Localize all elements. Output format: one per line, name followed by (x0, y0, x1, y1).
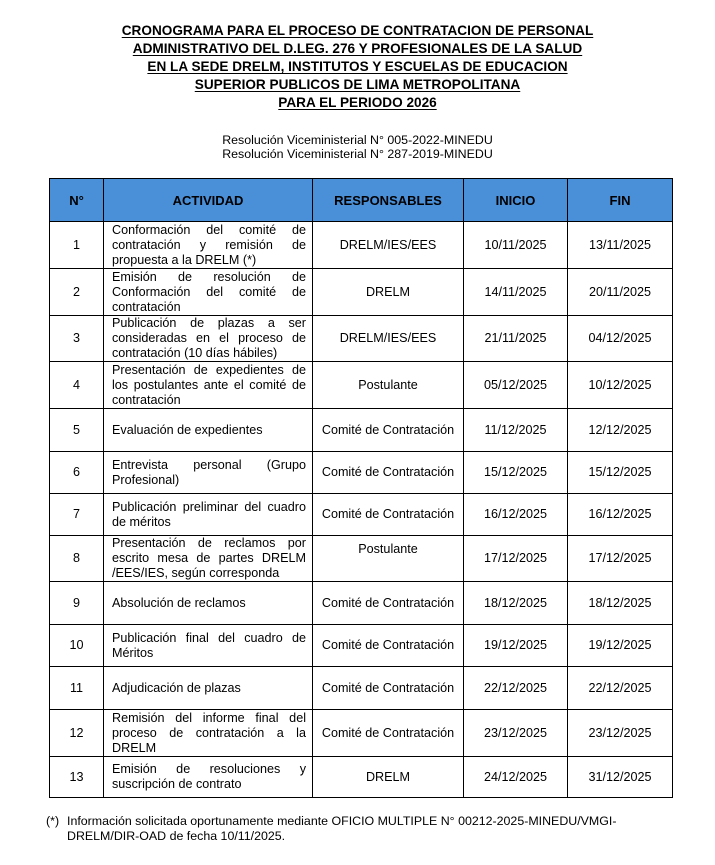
cell-responsables: Comité de Contratación (313, 710, 464, 757)
cell-n: 5 (50, 409, 104, 452)
table-row (50, 409, 673, 452)
table-row (50, 536, 673, 582)
title-line: EN LA SEDE DRELM, INSTITUTOS Y ESCUELAS DE EDUCACION (147, 59, 568, 74)
cell-actividad: Adjudicación de plazas (104, 667, 313, 710)
cell-n: 6 (50, 452, 104, 494)
cell-inicio: 05/12/2025 (464, 362, 568, 409)
header-actividad: ACTIVIDAD (104, 179, 313, 222)
cell-n: 8 (50, 536, 104, 582)
cell-actividad: Emisión de resolución de Conformación del comité de contratación (104, 269, 313, 316)
cell-actividad: Remisión del informe final del proceso de contratación a la DRELM (104, 710, 313, 757)
cell-inicio: 10/11/2025 (464, 222, 568, 269)
cell-n: 9 (50, 582, 104, 625)
cell-responsables: Comité de Contratación (313, 452, 464, 494)
table-row (50, 316, 673, 362)
title-line: CRONOGRAMA PARA EL PROCESO DE CONTRATACION DE PERSONAL (121, 23, 594, 38)
title-line: SUPERIOR PUBLICOS DE LIMA METROPOLITANA (194, 77, 521, 92)
cell-n: 3 (50, 316, 104, 362)
cell-inicio: 15/12/2025 (464, 452, 568, 494)
cell-inicio: 19/12/2025 (464, 625, 568, 667)
cell-actividad: Absolución de reclamos (104, 582, 313, 625)
table-row (50, 452, 673, 494)
cell-inicio: 18/12/2025 (464, 582, 568, 625)
cell-inicio: 17/12/2025 (464, 536, 568, 582)
cell-actividad: Publicación preliminar del cuadro de méritos (104, 494, 313, 536)
cell-n: 12 (50, 710, 104, 757)
cell-n: 1 (50, 222, 104, 269)
header-inicio: INICIO (464, 179, 568, 222)
cell-actividad: Entrevista personal (Grupo Profesional) (104, 452, 313, 494)
cell-fin: 04/12/2025 (568, 316, 673, 362)
cell-fin: 23/12/2025 (568, 710, 673, 757)
footnote-line: DRELM/DIR-OAD de fecha 10/11/2025. (67, 829, 286, 843)
cell-n: 10 (50, 625, 104, 667)
cell-n: 11 (50, 667, 104, 710)
cell-inicio: 21/11/2025 (464, 316, 568, 362)
header-fin: FIN (568, 179, 673, 222)
header-n: N° (50, 179, 104, 222)
cell-inicio: 16/12/2025 (464, 494, 568, 536)
footnote-mark: (*) (46, 814, 60, 828)
cell-fin: 12/12/2025 (568, 409, 673, 452)
table-row (50, 667, 673, 710)
cell-responsables: Comité de Contratación (313, 409, 464, 452)
cell-actividad: Publicación final del cuadro de Méritos (104, 625, 313, 667)
resolution-line: Resolución Viceministerial N° 287-2019-MINEDU (222, 147, 493, 161)
cell-responsables: DRELM (313, 757, 464, 798)
table-row (50, 582, 673, 625)
cell-fin: 13/11/2025 (568, 222, 673, 269)
cell-fin: 10/12/2025 (568, 362, 673, 409)
cell-n: 4 (50, 362, 104, 409)
cell-fin: 20/11/2025 (568, 269, 673, 316)
cell-n: 13 (50, 757, 104, 798)
cell-fin: 15/12/2025 (568, 452, 673, 494)
cell-actividad: Evaluación de expedientes (104, 409, 313, 452)
cell-actividad: Conformación del comité de contratación y remisión de propuesta a la DRELM (*) (104, 222, 313, 269)
document-title (0, 22, 715, 112)
footnote (46, 814, 676, 844)
cell-responsables: DRELM/IES/EES (313, 316, 464, 362)
header-responsables: RESPONSABLES (313, 179, 464, 222)
cell-fin: 18/12/2025 (568, 582, 673, 625)
cell-responsables: Postulante (313, 536, 464, 582)
table-row (50, 710, 673, 757)
cell-inicio: 23/12/2025 (464, 710, 568, 757)
schedule-table (49, 178, 673, 798)
cell-actividad: Presentación de expedientes de los postulantes ante el comité de contratación (104, 362, 313, 409)
cell-inicio: 24/12/2025 (464, 757, 568, 798)
cell-fin: 22/12/2025 (568, 667, 673, 710)
table-row (50, 757, 673, 798)
table-row (50, 625, 673, 667)
cell-fin: 17/12/2025 (568, 536, 673, 582)
cell-n: 7 (50, 494, 104, 536)
cell-responsables: DRELM (313, 269, 464, 316)
cell-n: 2 (50, 269, 104, 316)
cell-responsables: Comité de Contratación (313, 625, 464, 667)
cell-fin: 19/12/2025 (568, 625, 673, 667)
table-row (50, 222, 673, 269)
cell-fin: 31/12/2025 (568, 757, 673, 798)
cell-fin: 16/12/2025 (568, 494, 673, 536)
table-row (50, 494, 673, 536)
cell-responsables: Postulante (313, 362, 464, 409)
title-line: ADMINISTRATIVO DEL D.LEG. 276 Y PROFESIONALES DE LA SALUD (132, 41, 583, 56)
table-row (50, 362, 673, 409)
resolution-line: Resolución Viceministerial N° 005-2022-MINEDU (222, 133, 493, 147)
cell-responsables: Comité de Contratación (313, 582, 464, 625)
cell-responsables: Comité de Contratación (313, 667, 464, 710)
table-header-row (50, 179, 673, 222)
cell-inicio: 14/11/2025 (464, 269, 568, 316)
resolutions (0, 133, 715, 161)
cell-actividad: Emisión de resoluciones y suscripción de contrato (104, 757, 313, 798)
cell-actividad: Presentación de reclamos por escrito mesa de partes DRELM /EES/IES, según corresponda (104, 536, 313, 582)
cell-inicio: 22/12/2025 (464, 667, 568, 710)
title-line: PARA EL PERIODO 2026 (278, 95, 437, 110)
cell-responsables: Comité de Contratación (313, 494, 464, 536)
table-row (50, 269, 673, 316)
cell-actividad: Publicación de plazas a ser consideradas en el proceso de contratación (10 días hábiles) (104, 316, 313, 362)
cell-responsables: DRELM/IES/EES (313, 222, 464, 269)
cell-inicio: 11/12/2025 (464, 409, 568, 452)
footnote-line: Información solicitada oportunamente mediante OFICIO MULTIPLE N° 00212-2025-MINEDU/VMGI- (67, 814, 617, 828)
